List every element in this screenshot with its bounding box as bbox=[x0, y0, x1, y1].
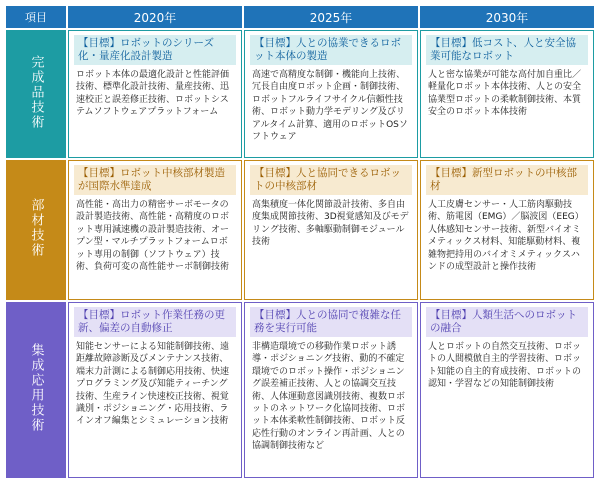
technology-roadmap-table bbox=[4, 4, 596, 480]
goal-heading: 【目標】人類生活へのロボットの融合 bbox=[426, 307, 588, 337]
tech-description: 人工皮膚センサー・人工筋肉駆動技術、筋電図（EMG）／脳波図（EEG）人体感知センサー技術、新型バイオミメティックス材料、知能駆動材料、複雑物把持用のバイオミメティックスハンドの成型設計と操作技術 bbox=[428, 200, 584, 273]
category-label: 集成応用技術 bbox=[28, 343, 44, 433]
goal-heading: 【目標】人と協同できるロボットの中核部材 bbox=[250, 165, 412, 195]
roadmap-table-container bbox=[4, 4, 596, 476]
row-finished-product-tech bbox=[6, 30, 594, 158]
goal-heading: 【目標】ロボット中核部材製造が国際水準達成 bbox=[74, 165, 236, 195]
header-year-2020: 2020年 bbox=[68, 6, 242, 28]
tech-description: 知能センサーによる知能制御技術、遠距離故障診断及びメンテナンス技術、端末力計測による制御応用技術、快速プログラミング及び知能ティーチング技術、生産ライン快速校正技術、視覚識別・ポジショニング・応用技術、ラインオフ編集とシミュレーション技術 bbox=[76, 342, 230, 427]
category-integration bbox=[6, 302, 66, 478]
header-row bbox=[6, 6, 594, 28]
tech-description: ロボット本体の最適化設計と性能評価技術、標準化設計技術、量産技術、迅速校正と誤差修正技術、ロボットシステムソフトウェアプラットフォーム bbox=[76, 70, 230, 118]
cell-component-2030 bbox=[420, 160, 594, 300]
goal-heading: 【目標】ロボット作業任務の更新、偏差の自動修正 bbox=[74, 307, 236, 337]
cell-integration-2025 bbox=[244, 302, 418, 478]
row-component-tech bbox=[6, 160, 594, 300]
goal-heading: 【目標】人との協業できるロボット本体の製造 bbox=[250, 35, 412, 65]
goal-heading: 【目標】低コスト、人と安全協業可能なロボット bbox=[426, 35, 588, 65]
category-label: 部材技術 bbox=[28, 198, 44, 258]
tech-description: 高速で高精度な制御・機能向上技術、冗長自由度ロボット企画・制御技術、ロボットフルライフサイクル信頼性技術、ロボット動力学モデリング及びリアルタイム計算、適用のロボットOSソフトウェア bbox=[252, 70, 408, 143]
category-label: 完成品技術 bbox=[28, 54, 44, 130]
category-finished-product bbox=[6, 30, 66, 158]
cell-integration-2020 bbox=[68, 302, 242, 478]
header-corner-item: 項目 bbox=[6, 6, 66, 28]
goal-heading: 【目標】ロボットのシリーズ化・量産化設計製造 bbox=[74, 35, 236, 65]
cell-finished-2030 bbox=[420, 30, 594, 158]
tech-description: 高性能・高出力の精密サーボモータの設計製造技術、高性能・高精度のロボット専用減速機の設計製造技術、オープン型・マルチプラットフォームロボット専用の制御（ソフトウェア）技術、負荷可変の高性能サーボ制御技術 bbox=[76, 200, 230, 273]
goal-heading: 【目標】人との協同で複雑な任務を実行可能 bbox=[250, 307, 412, 337]
row-integration-tech bbox=[6, 302, 594, 478]
tech-description: 非構造環境での移動作業ロボット誘導・ポジショニング技術、動的不確定環境でのロボット操作・ポジショニング誤差補正技術、人との協調交互技術、人体運動意図識別技術、複数ロボットのネットワーク化協同技術、ロボット本体柔軟性制御技術、ロボット反応性行動のオンライン再計画、人との協調制御技術など bbox=[252, 342, 406, 452]
cell-finished-2025 bbox=[244, 30, 418, 158]
header-year-2030: 2030年 bbox=[420, 6, 594, 28]
tech-description: 人とロボットの自然交互技術、ロボットの人間模倣自主的学習技術、ロボット知能の自主的育成技術、ロボットの認知・学習などの知能制御技術 bbox=[428, 342, 582, 390]
category-component bbox=[6, 160, 66, 300]
cell-component-2025 bbox=[244, 160, 418, 300]
goal-heading: 【目標】新型ロボットの中核部材 bbox=[426, 165, 588, 195]
header-year-2025: 2025年 bbox=[244, 6, 418, 28]
cell-finished-2020 bbox=[68, 30, 242, 158]
tech-description: 高集積度一体化関節設計技術、多自由度集成関節技術、3D視覚感知及びモデリング技術、多軸駆動制御モジュール技術 bbox=[252, 200, 409, 248]
cell-integration-2030 bbox=[420, 302, 594, 478]
cell-component-2020 bbox=[68, 160, 242, 300]
tech-description: 人と密な協業が可能な高付加自重比／軽量化ロボット本体技術、人との安全協業型ロボットの柔軟制御技術、本質安全のロボット本体技術 bbox=[428, 70, 582, 118]
